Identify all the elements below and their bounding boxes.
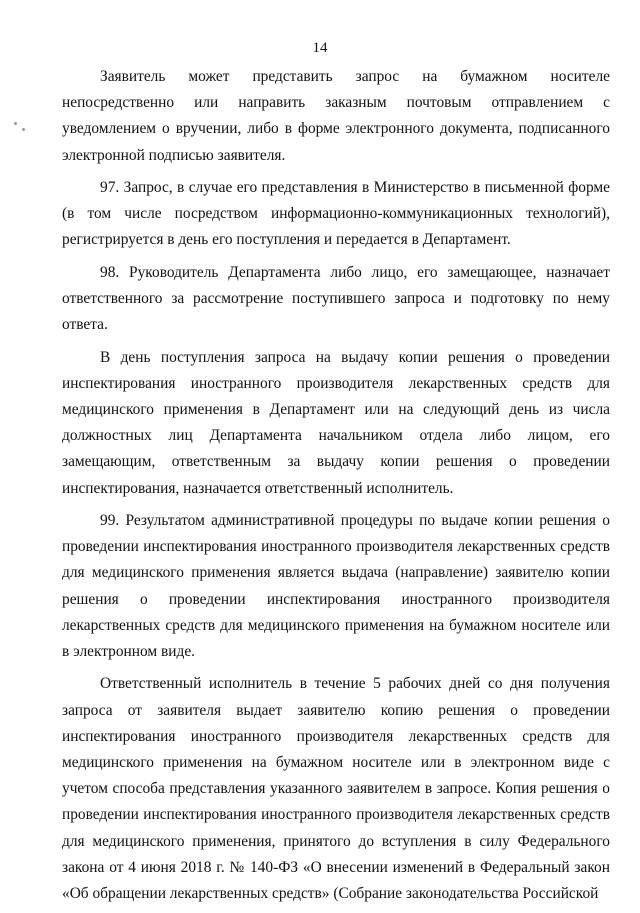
paragraph: 99. Результатом административной процедуры по выдаче копии решения о проведении инспектирования иностранного производителя лекарственных средств для медицинского применения является выдача (направление) заявителю копии решения о проведении инспектирования иностранного производителя лекарственных средств для медицинского применения на бумажном носителе или в электронном виде. — [62, 512, 610, 661]
paragraph: Заявитель может представить запрос на бумажном носителе непосредственно или направить заказным почтовым отправлением с уведомлением о вручении, либо в форме электронного документа, подписанного электронной подписью заявителя. — [62, 68, 610, 164]
document-body — [62, 64, 610, 913]
scan-artifact-dot — [14, 122, 17, 125]
page-number: 14 — [312, 40, 328, 56]
paragraph: 98. Руководитель Департамента либо лицо, его замещающее, назначает ответственного за рассмотрение поступившего запроса и подготовку по нему ответа. — [62, 263, 610, 334]
scan-artifact-dot — [22, 128, 25, 131]
paragraph: Ответственный исполнитель в течение 5 рабочих дней со дня получения запроса от заявителя выдает заявителю копию решения о проведении инспектирования иностранного производителя лекарственных средств для медицинского применения на бумажном носителе или в электронном виде с учетом способа представления указанного заявителем в запросе. Копия решения о проведении инспектирования иностранного производителя лекарственных средств для медицинского применения, принятого до вступления в силу Федерального закона от 4 июня 2018 г. № 140-ФЗ «О внесении изменений в Федеральный закон «Об обращении лекарственных средств» (Собрание законодательства Российской — [62, 675, 610, 903]
paragraph: В день поступления запроса на выдачу копии решения о проведении инспектирования иностранного производителя лекарственных средств для медицинского применения в Департамент или на следующий день из числа должностных лиц Департамента начальником отдела либо лицом, его замещающим, ответственным за выдачу копии решения о проведении инспектирования, назначается ответственный исполнитель. — [62, 348, 610, 497]
paragraph: 97. Запрос, в случае его представления в Министерство в письменной форме (в том числе посредством информационно-коммуникационных технологий), регистрируется в день его поступления и передается в Департамент. — [62, 179, 610, 249]
